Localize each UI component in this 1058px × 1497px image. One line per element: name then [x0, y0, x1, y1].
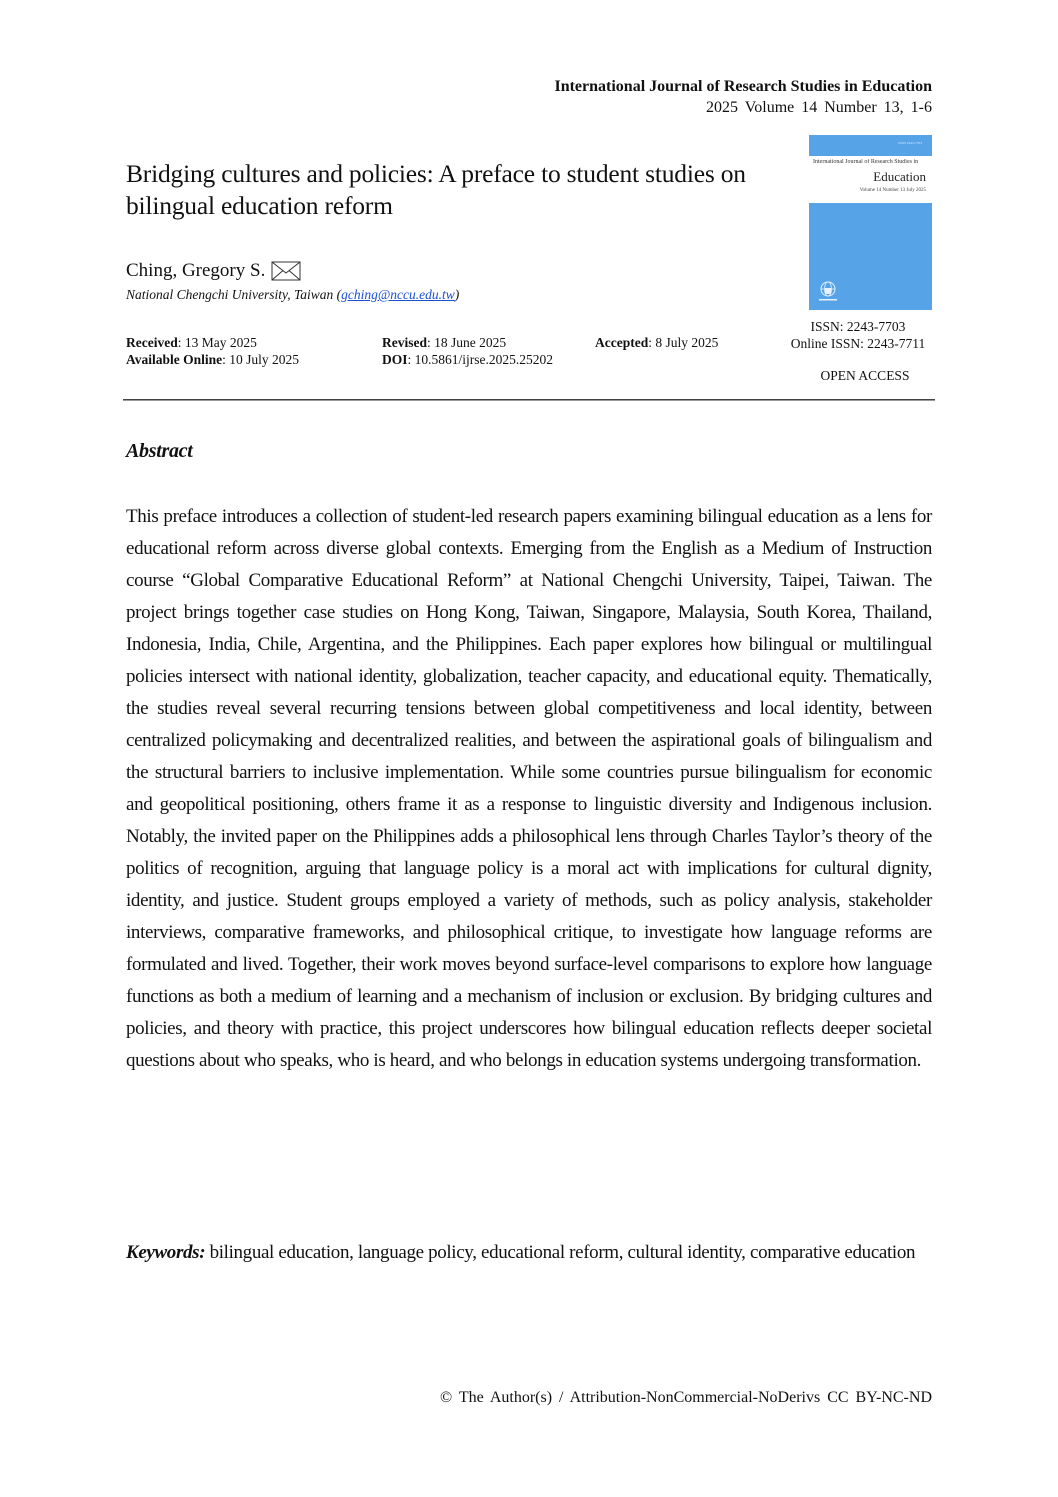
- cover-journal-text: International Journal of Research Studies in: [813, 159, 919, 165]
- received-date: [126, 334, 257, 351]
- doi: [382, 351, 553, 368]
- available-label: Available Online: [126, 352, 223, 367]
- cover-volume: Volume 14 Number 13 July 2025: [859, 188, 926, 193]
- journal-cover-image: [809, 135, 932, 310]
- online-issn: Online ISSN: 2243-7711: [790, 336, 926, 351]
- available-value: : 10 July 2025: [222, 352, 300, 367]
- open-access-label: OPEN ACCESS: [820, 368, 910, 383]
- revised-value: : 18 June 2025: [427, 335, 507, 350]
- journal-header: [554, 76, 932, 118]
- revised-label: Revised: [382, 335, 427, 350]
- abstract-heading: Abstract: [126, 440, 193, 462]
- keywords-text: bilingual education, language policy, educational reform, cultural identity, comparative education: [205, 1242, 916, 1263]
- available-online-date: [126, 351, 299, 368]
- doi-value: : 10.5861/ijrse.2025.25202: [407, 352, 554, 367]
- header-divider: [123, 399, 935, 401]
- received-value: : 13 May 2025: [177, 335, 257, 350]
- affiliation-close: ): [454, 287, 460, 302]
- author-name: Ching, Gregory S.: [126, 260, 266, 281]
- accepted-value: : 8 July 2025: [648, 335, 719, 350]
- journal-name: International Journal of Research Studies in Education: [554, 78, 932, 95]
- globe-emblem-icon: [817, 280, 839, 302]
- issn: ISSN: 2243-7703: [810, 319, 906, 334]
- license-footer: © The Author(s) / Attribution-NonCommercial-NoDerivs CC BY-NC-ND: [439, 1389, 932, 1406]
- abstract-text: This preface introduces a collection of student-led research papers examining bilingual education as a lens for educational reform across diverse global contexts. Emerging from the English as a Medium of Instruction course “Global Comparative Educational Reform” at National Chengchi University, Taipei, Taiwan. The project brings together case studies on Hong Kong, Taiwan, Singapore, Malaysia, South Korea, Thailand, Indonesia, India, Chile, Argentina, and the Philippines. Each paper explores how bilingual or multilingual policies intersect with national identity, globalization, teacher capacity, and educational equity. Thematically, the studies reveal several recurring tensions between global competitiveness and local identity, between centralized policymaking and decentralized realities, and between the aspirational goals of bilingualism and the structural barriers to inclusive implementation. While some countries pursue bilingualism for economic and geopolitical positioning, others frame it as a response to linguistic diversity and Indigenous inclusion. Notably, the invited paper on the Philippines adds a philosophical lens through Charles Taylor’s theory of the politics of recognition, arguing that language policy is a moral act with implications for cultural dignity, identity, and justice. Student groups employed a variety of methods, such as policy analysis, stakeholder interviews, comparative frameworks, and philosophical critique, to investigate how language reforms are formulated and lived. Together, their work moves beyond surface-level comparisons to explore how language functions as both a medium of learning and a mechanism of inclusion or exclusion. By bridging cultures and policies, and theory with practice, this project underscores how bilingual education reflects deeper societal questions about who speaks, who is heard, and who belongs in education systems undergoing transformation.: [126, 506, 932, 1071]
- author-line: [126, 259, 301, 283]
- affiliation: [126, 286, 459, 304]
- revised-date: [382, 334, 506, 351]
- cover-body: [809, 203, 932, 310]
- affiliation-text: National Chengchi University, Taiwan (: [126, 287, 342, 302]
- accepted-label: Accepted: [595, 335, 649, 350]
- paper-title: Bridging cultures and policies: A preface to student studies on bilingual education reform: [126, 159, 746, 220]
- received-label: Received: [126, 335, 178, 350]
- author-email-link[interactable]: gching@nccu.edu.tw: [341, 287, 455, 302]
- cover-top-band: [809, 135, 932, 156]
- cover-top-text: ISSN 2243-7703: [898, 141, 922, 145]
- keywords: [126, 1237, 932, 1269]
- doi-label: DOI: [382, 352, 408, 367]
- cover-subject: Education: [873, 169, 926, 184]
- issn-block: [778, 318, 938, 352]
- envelope-icon[interactable]: [271, 261, 301, 281]
- keywords-label: Keywords:: [126, 1242, 206, 1263]
- accepted-date: [595, 334, 718, 351]
- journal-issue: 2025 Volume 14 Number 13, 1-6: [706, 99, 932, 116]
